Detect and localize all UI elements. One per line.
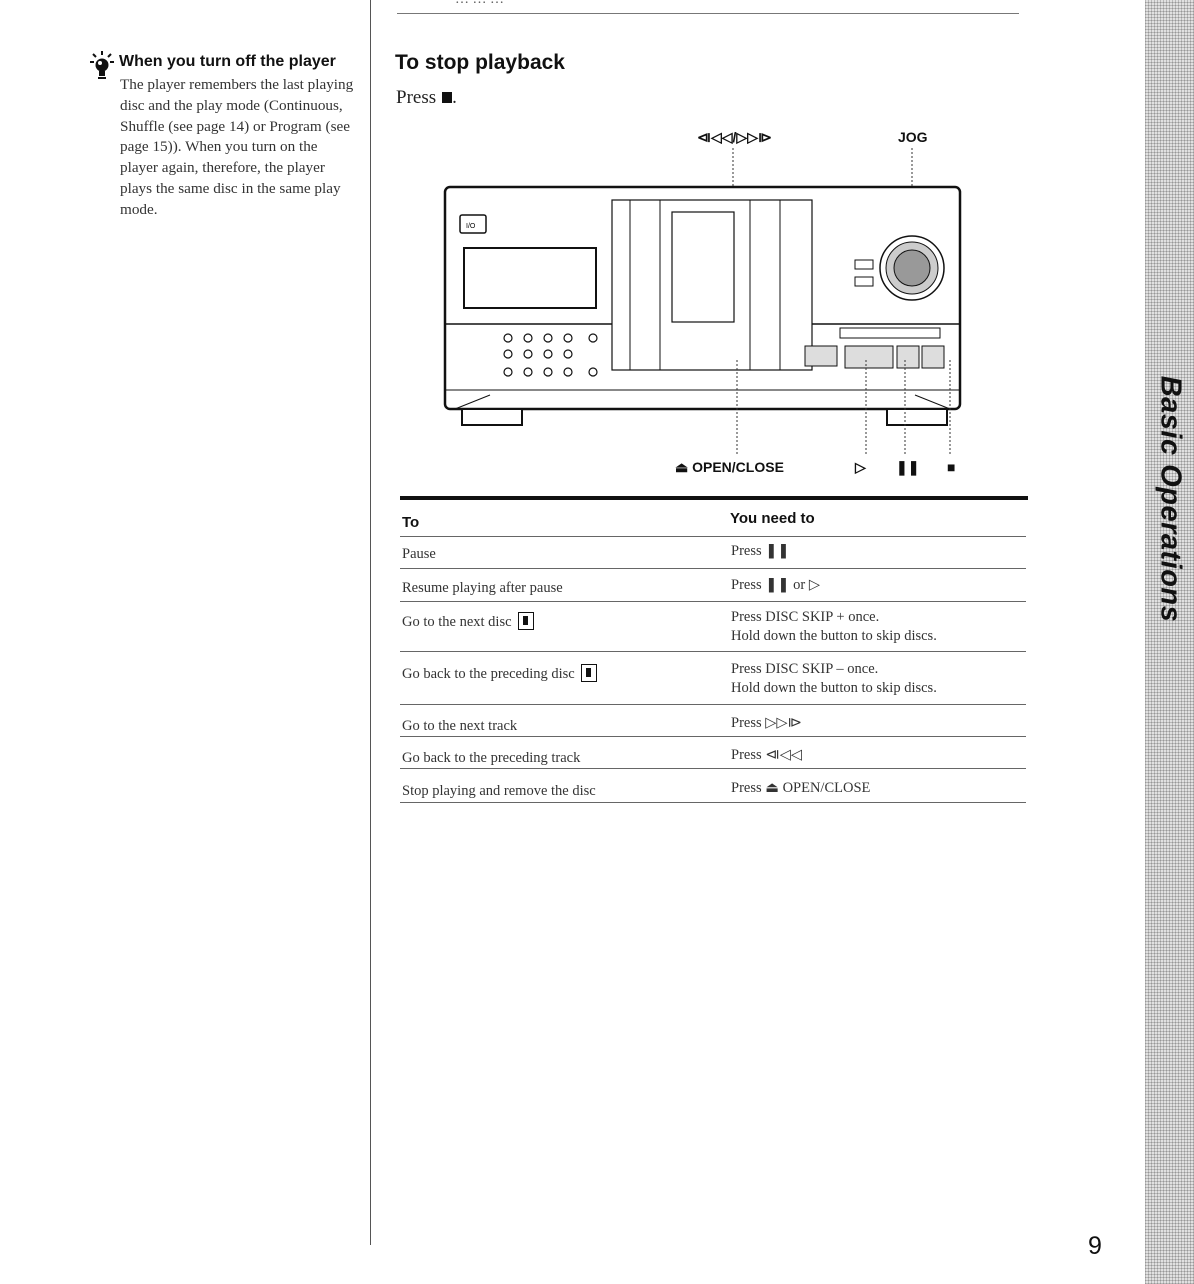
section-side-tab	[1145, 0, 1194, 1284]
svg-text:I/O: I/O	[466, 223, 476, 230]
table-top-rule	[400, 496, 1028, 500]
tip-body: The player remembers the last playing disc and the play mode (Continuous, Shuffle (see page 14) or Program (see page 15)). When you turn on the player again, therefore, the player plays the same disc in the same play mode.	[120, 76, 354, 218]
label-stop: ■	[947, 459, 956, 475]
col-header-to: To	[402, 514, 420, 531]
label-skip: ⧏◁◁/▷▷⧐	[697, 129, 772, 145]
cd-player-diagram	[400, 120, 980, 490]
page-number: 9	[1088, 1232, 1102, 1260]
remote-icon	[518, 612, 534, 630]
label-open-close: ⏏ OPEN/CLOSE	[675, 459, 784, 475]
stop-icon	[442, 92, 452, 103]
side-tab-label: Basic Operations	[1154, 375, 1187, 623]
tip-title: When you turn off the player	[119, 53, 336, 70]
press-stop-instruction: Press .	[396, 87, 457, 108]
label-pause: ❚❚	[896, 459, 920, 475]
press-text: Press	[396, 87, 437, 108]
light-bulb-icon	[88, 50, 116, 80]
section-heading: To stop playback	[395, 51, 565, 74]
label-play: ▷	[855, 459, 866, 475]
top-rule	[397, 13, 1019, 14]
remote-icon	[581, 664, 597, 682]
cut-off-header-text	[455, 0, 504, 8]
column-divider	[370, 0, 371, 1245]
label-jog: JOG	[898, 129, 928, 145]
col-header-you-need-to: You need to	[730, 510, 815, 527]
